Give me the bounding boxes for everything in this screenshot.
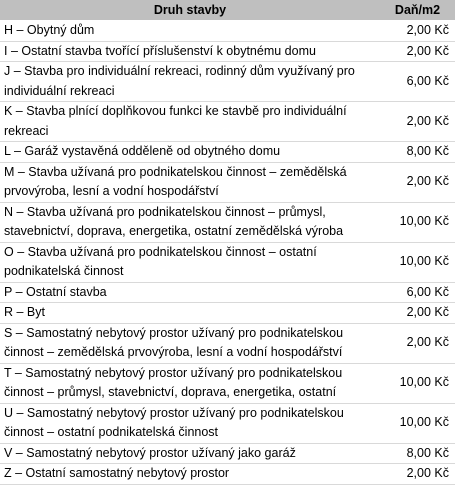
tax-rate-cell: 2,00 Kč: [380, 41, 455, 62]
building-type-cell: J – Stavba pro individuální rekreaci, rodinný dům využívaný pro individuální rekreaci: [0, 62, 380, 102]
tax-rate-cell: 6,00 Kč: [380, 62, 455, 102]
building-type-cell: N – Stavba užívaná pro podnikatelskou činnost – průmysl, stavebnictví, doprava, energetika, ostatní zemědělská výroba: [0, 202, 380, 242]
building-type-cell: H – Obytný dům: [0, 21, 380, 42]
building-type-cell: T – Samostatný nebytový prostor užívaný pro podnikatelskou činnost – průmysl, stavebnictví, doprava, energetika, ostatní: [0, 363, 380, 403]
table-header-row: [0, 0, 455, 21]
building-type-cell: I – Ostatní stavba tvořící příslušenství k obytnému domu: [0, 41, 380, 62]
building-type-cell: Z – Ostatní samostatný nebytový prostor: [0, 464, 380, 485]
tax-rate-cell: 2,00 Kč: [380, 162, 455, 202]
table-row: [0, 443, 455, 464]
tax-rate-cell: 10,00 Kč: [380, 242, 455, 282]
building-type-cell: U – Samostatný nebytový prostor užívaný pro podnikatelskou činnost – ostatní podnikatelská činnost: [0, 403, 380, 443]
tax-rate-cell: 10,00 Kč: [380, 202, 455, 242]
tax-rate-cell: 10,00 Kč: [380, 403, 455, 443]
tax-rate-cell: 2,00 Kč: [380, 323, 455, 363]
column-header-building-type: Druh stavby: [0, 0, 380, 21]
tax-rate-cell: 2,00 Kč: [380, 303, 455, 324]
table-row: [0, 41, 455, 62]
table-row: [0, 202, 455, 242]
building-type-cell: R – Byt: [0, 303, 380, 324]
building-type-cell: O – Stavba užívaná pro podnikatelskou činnost – ostatní podnikatelská činnost: [0, 242, 380, 282]
tax-rate-cell: 2,00 Kč: [380, 102, 455, 142]
tax-rate-cell: 10,00 Kč: [380, 363, 455, 403]
table-row: [0, 102, 455, 142]
tax-rate-cell: 2,00 Kč: [380, 464, 455, 485]
table-row: [0, 303, 455, 324]
building-type-cell: P – Ostatní stavba: [0, 282, 380, 303]
table-row: [0, 62, 455, 102]
building-type-cell: V – Samostatný nebytový prostor užívaný jako garáž: [0, 443, 380, 464]
table-row: [0, 464, 455, 485]
tax-rate-cell: 8,00 Kč: [380, 443, 455, 464]
building-type-cell: K – Stavba plnící doplňkovou funkci ke stavbě pro individuální rekreaci: [0, 102, 380, 142]
table-row: [0, 142, 455, 163]
table-row: [0, 242, 455, 282]
table-row: [0, 403, 455, 443]
building-type-cell: L – Garáž vystavěná odděleně od obytného domu: [0, 142, 380, 163]
tax-rate-cell: 2,00 Kč: [380, 21, 455, 42]
tax-rate-cell: 6,00 Kč: [380, 282, 455, 303]
table-row: [0, 363, 455, 403]
table-row: [0, 21, 455, 42]
building-type-cell: S – Samostatný nebytový prostor užívaný pro podnikatelskou činnost – zemědělská prvovýroba, lesní a vodní hospodářství: [0, 323, 380, 363]
table-row: [0, 162, 455, 202]
table-row: [0, 323, 455, 363]
building-type-cell: M – Stavba užívaná pro podnikatelskou činnost – zemědělská prvovýroba, lesní a vodní hospodářství: [0, 162, 380, 202]
column-header-tax-per-m2: Daň/m2: [380, 0, 455, 21]
table-row: [0, 282, 455, 303]
tax-rate-cell: 8,00 Kč: [380, 142, 455, 163]
